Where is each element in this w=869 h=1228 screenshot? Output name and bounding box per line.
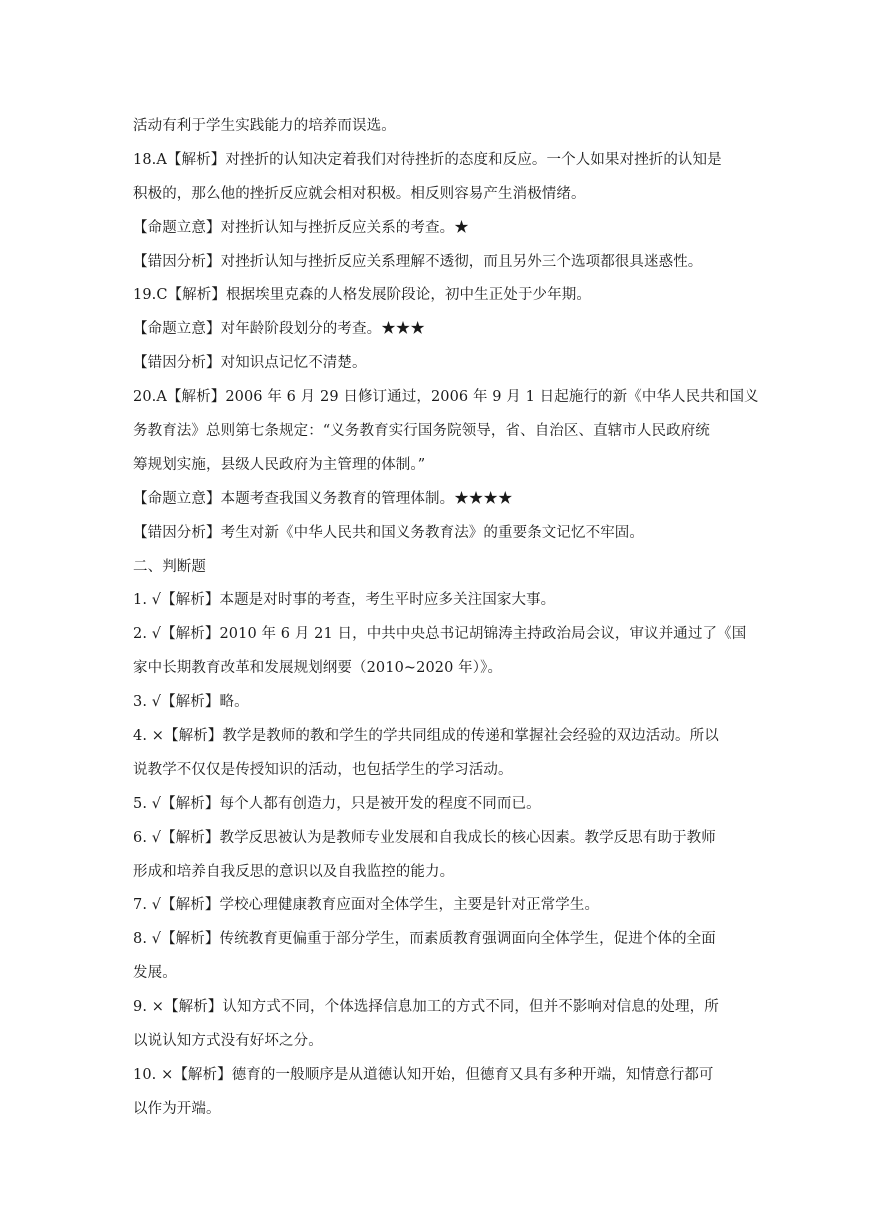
text-line: 4. ×【解析】教学是教师的教和学生的学共同组成的传递和掌握社会经验的双边活动。所以 (133, 728, 719, 745)
text-line: 【命题立意】对年龄阶段划分的考查。★★★ (133, 321, 425, 338)
text-line: 以说认知方式没有好坏之分。 (133, 1033, 323, 1050)
text-line: 【错因分析】对挫折认知与挫折反应关系理解不透彻，而且另外三个选项都很具迷惑性。 (133, 253, 703, 270)
text-line: 【命题立意】本题考查我国义务教育的管理体制。★★★★ (133, 490, 513, 507)
text-line: 19.C【解析】根据埃里克森的人格发展阶段论，初中生正处于少年期。 (133, 287, 591, 304)
text-line: 20.A【解析】2006 年 6 月 29 日修订通过，2006 年 9 月 1 日起施行的新《中华人民共和国义 (133, 389, 759, 406)
section-heading: 二、判断题 (133, 558, 206, 575)
document-body (133, 110, 759, 1127)
text-line: 活动有利于学生实践能力的培养而误选。 (133, 118, 396, 134)
text-line: 以作为开端。 (133, 1100, 221, 1117)
text-line: 家中长期教育改革和发展规划纲要（2010~2020 年）》。 (133, 660, 503, 677)
text-line: 1. √【解析】本题是对时事的考查，考生平时应多关注国家大事。 (133, 592, 556, 609)
text-line: 9. ×【解析】认知方式不同，个体选择信息加工的方式不同，但并不影响对信息的处理，所 (133, 999, 719, 1016)
text-line: 积极的，那么他的挫折反应就会相对积极。相反则容易产生消极情绪。 (133, 185, 586, 202)
text-line: 8. √【解析】传统教育更偏重于部分学生，而素质教育强调面向全体学生，促进个体的全面 (133, 931, 716, 948)
text-line: 6. √【解析】教学反思被认为是教师专业发展和自我成长的核心因素。教学反思有助于教师 (133, 829, 716, 846)
text-line: 【错因分析】考生对新《中华人民共和国义务教育法》的重要条文记忆不牢固。 (133, 524, 644, 541)
text-line: 形成和培养自我反思的意识以及自我监控的能力。 (133, 863, 455, 880)
text-line: 务教育法》总则第七条规定：“义务教育实行国务院领导，省、自治区、直辖市人民政府统 (133, 423, 710, 440)
text-line: 10. ×【解析】德育的一般顺序是从道德认知开始，但德育又具有多种开端，知情意行都可 (133, 1066, 714, 1083)
text-line: 【错因分析】对知识点记忆不清楚。 (133, 355, 367, 372)
text-line: 【命题立意】对挫折认知与挫折反应关系的考查。★ (133, 219, 469, 236)
text-line: 5. √【解析】每个人都有创造力，只是被开发的程度不同而已。 (133, 795, 541, 812)
text-line: 2. √【解析】2010 年 6 月 21 日，中共中央总书记胡锦涛主持政治局会议，审议并通过了《国 (133, 626, 747, 643)
text-line: 发展。 (133, 965, 177, 982)
text-line: 3. √【解析】略。 (133, 694, 249, 711)
text-line: 说教学不仅仅是传授知识的活动，也包括学生的学习活动。 (133, 761, 513, 778)
text-line: 7. √【解析】学校心理健康教育应面对全体学生，主要是针对正常学生。 (133, 897, 600, 914)
text-line: 18.A【解析】对挫折的认知决定着我们对待挫折的态度和反应。一个人如果对挫折的认知是 (133, 151, 722, 168)
text-line: 筹规划实施，县级人民政府为主管理的体制。” (133, 456, 426, 473)
